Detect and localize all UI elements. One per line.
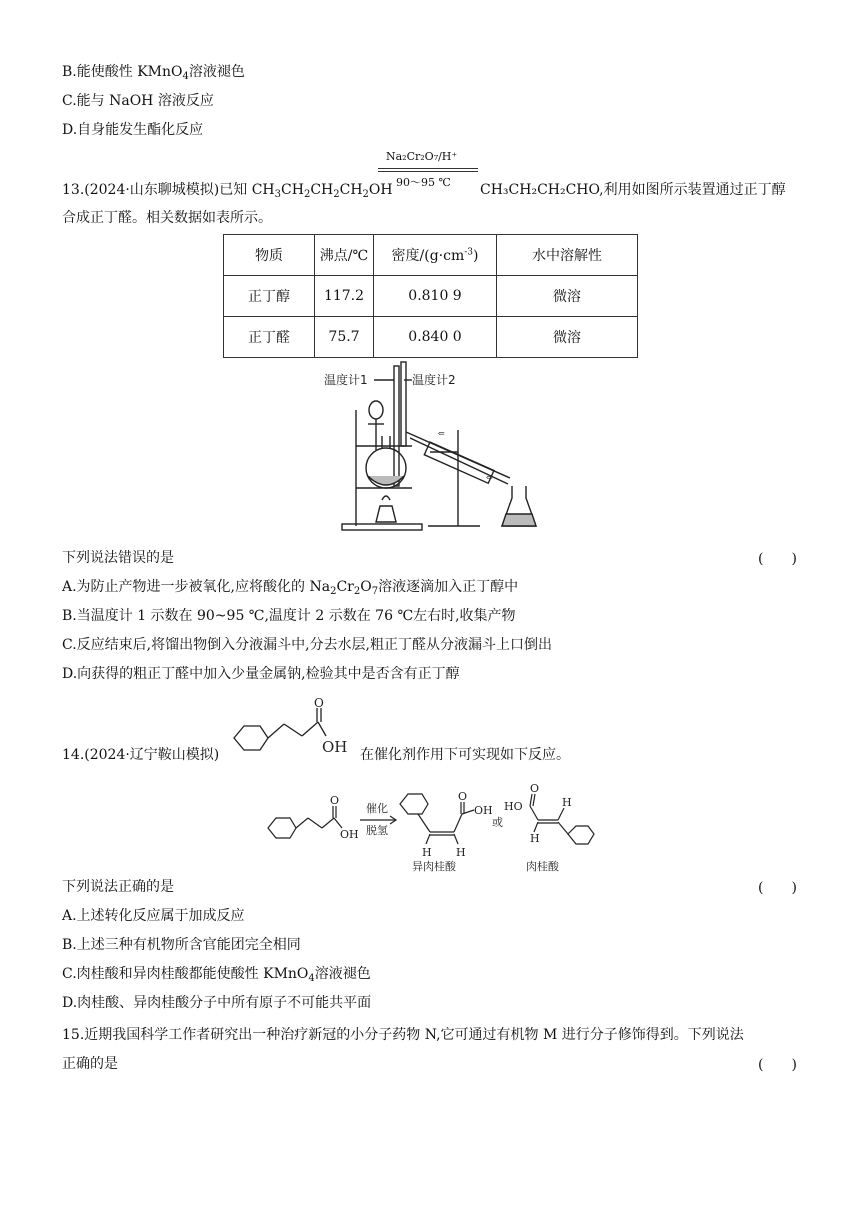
scheme-reactant-o: O [330,794,340,807]
q15-stem-line1: 15.近期我国科学工作者研究出一种治疗新冠的小分子药物 N,它可通过有机物 M 进行分子修饰得到。下列说法 [62,1027,744,1043]
q14-stem: 14.(2024·辽宁鞍山模拟) [62,747,220,763]
distillation-apparatus-figure [320,360,550,540]
scheme-product1-name: 异肉桂酸 [412,860,456,872]
scheme-p2-h2: H [562,796,572,809]
q13-option-b: B.当温度计 1 示数在 90~95 ℃,温度计 2 示数在 76 ℃左右时,收集产物 [62,608,516,624]
structure-carbonyl-o: O [314,696,324,710]
structure-hydroxyl: OH [322,738,348,756]
q13-stem-line2: 合成正丁醛。相关数据如表所示。 [62,210,272,226]
table-header: 物质 [224,235,315,276]
svg-text:⇐: ⇐ [438,429,445,438]
thermometer2-label: 温度计2 [412,373,456,387]
scheme-p1-h2: H [456,846,466,859]
q14-reaction-scheme [262,776,612,872]
q14-option-a: A.上述转化反应属于加成反应 [62,908,245,924]
table-cell: 75.7 [315,317,374,358]
q14-option-c: C.肉桂酸和异肉桂酸都能使酸性 KMnO$_4$溶液褪色 [62,966,371,984]
q15-answer-paren: ( ) [758,1057,797,1073]
q13-answer-paren: ( ) [758,551,797,567]
table-cell: 117.2 [315,276,374,317]
scheme-p2-o: O [530,782,540,795]
q14-option-b: B.上述三种有机物所含官能团完全相同 [62,937,301,953]
table-cell: 微溶 [497,317,638,358]
table-header: 沸点/℃ [315,235,374,276]
thermometer1-label: 温度计1 [324,373,368,387]
phenylpropanoic-acid-structure [222,696,352,766]
q14-option-d: D.肉桂酸、异肉桂酸分子中所有原子不可能共平面 [62,995,372,1011]
scheme-p2-h1: H [530,832,540,845]
table-cell: 0.810 9 [374,276,497,317]
q12-option-d: D.自身能发生酯化反应 [62,122,204,138]
svg-text:⇐: ⇐ [486,473,493,482]
q13-option-d: D.向获得的粗正丁醛中加入少量金属钠,检验其中是否含有正丁醇 [62,666,460,682]
q12-option-b: B.能使酸性 KMnO$_4$溶液褪色 [62,64,245,82]
scheme-arrow-top: 催化 [366,802,388,815]
q13-option-c: C.反应结束后,将馏出物倒入分液漏斗中,分去水层,粗正丁醛从分液漏斗上口倒出 [62,637,553,653]
q13-stem: 13.(2024·山东聊城模拟)已知 $CH_3CH_2CH_2CH_2OH$ [62,182,393,200]
q12-option-c: C.能与 NaOH 溶液反应 [62,93,214,109]
scheme-reactant-oh: OH [340,828,359,841]
table-cell: 正丁醛 [224,317,315,358]
table-header-row [224,235,638,276]
q13-condition: 90～95 ℃ [396,176,451,189]
q13-reagent: Na₂Cr₂O₇/H⁺ [386,150,458,163]
table-cell: 0.840 0 [374,317,497,358]
scheme-or: 或 [492,816,503,829]
scheme-p1-o: O [458,790,468,803]
scheme-p2-ho: HO [504,800,523,813]
table-cell: 正丁醇 [224,276,315,317]
table-row [224,317,638,358]
table-cell: 微溶 [497,276,638,317]
q14-question: 下列说法正确的是 [62,879,174,895]
q13-stem-product: CH₃CH₂CH₂CHO,利用如图所示装置通过正丁醇 [480,182,786,198]
table-header: 密度$/(g\cdot cm^{-3})$ [374,235,497,276]
q15-stem-line2: 正确的是 [62,1056,118,1072]
q14-answer-paren: ( ) [758,880,797,896]
q14-stem-post: 在催化剂作用下可实现如下反应。 [360,747,570,763]
q13-reaction-arrow [378,148,478,192]
scheme-p1-oh: OH [474,804,493,817]
q13-question: 下列说法错误的是 [62,550,174,566]
scheme-arrow-bottom: 脱氢 [366,824,388,837]
scheme-p1-h1: H [422,846,432,859]
table-header: 水中溶解性 [497,235,638,276]
q13-option-a: A.为防止产物进一步被氧化,应将酸化的 $Na_2Cr_2O_7$溶液逐滴加入正丁醇中 [62,579,519,597]
table-row [224,276,638,317]
q13-data-table [223,234,638,358]
scheme-product2-name: 肉桂酸 [526,860,559,872]
